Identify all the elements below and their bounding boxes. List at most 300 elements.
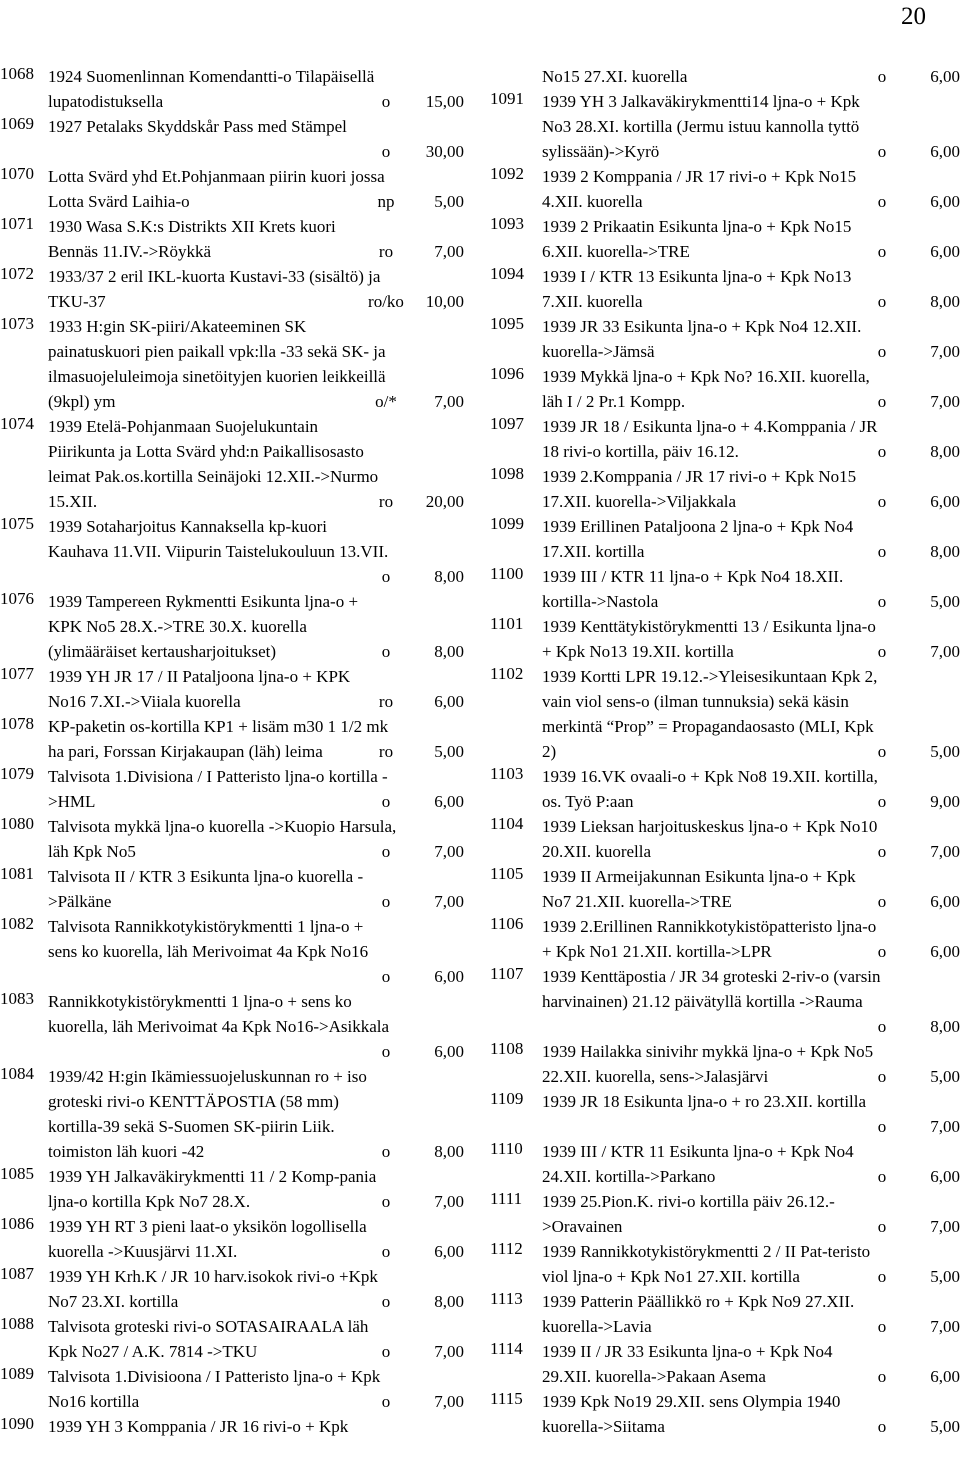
entry-line [48,839,464,864]
entry-line [542,414,960,439]
entry-line-text: kuorella->Lavia [542,1317,652,1336]
entry-line-text: 15.XII. [48,492,98,511]
entry-line-text: 1939 Sotaharjoitus Kannaksella kp-kuori [48,517,328,536]
entry-line [48,1414,464,1439]
catalog-entry [490,464,960,514]
entry-line-text: kuorella->Siitama [542,1417,665,1436]
condition-code: o [381,792,391,811]
entry-line-text: kortilla-39 sekä S-Suomen SK-piirin Liik. [48,1117,335,1136]
entry-line [48,714,464,739]
catalog-entry [490,1139,960,1189]
catalog-entry [490,864,960,914]
condition-code: o [877,1017,887,1036]
catalog-entry [490,614,960,664]
price: 6,00 [930,942,960,961]
price: 6,00 [930,1167,960,1186]
entry-description [48,1314,464,1364]
entry-line [542,514,960,539]
entry-line [48,364,464,389]
entry-number: 1081 [0,864,34,883]
entry-number: 1095 [490,314,524,333]
entry-number: 1087 [0,1264,34,1283]
entry-line-text: 4.XII. kuorella [542,192,643,211]
entry-description [542,764,960,814]
entry-line-text [48,964,358,989]
entry-line [542,489,960,514]
entry-line [542,1039,960,1064]
entry-number: 1094 [490,264,524,283]
entry-line-text: 1939 2 Komppania / JR 17 rivi-o + Kpk No15 [542,167,857,186]
condition-code: o [877,342,887,361]
entry-number: 1079 [0,764,34,783]
entry-description [542,1389,960,1439]
catalog-entry [0,814,464,864]
entry-line [542,664,960,689]
entry-line-text: KPK No5 28.X.->TRE 30.X. kuorella [48,617,307,636]
entry-line-text: 20.XII. kuorella [542,842,652,861]
entry-number: 1068 [0,64,34,83]
entry-line-text: 1939 16.VK ovaali-o + Kpk No8 19.XII. kortilla, [542,767,878,786]
entry-line [542,464,960,489]
entry-line-text: 29.XII. kuorella->Pakaan Asema [542,1367,766,1386]
price: 6,00 [434,967,464,986]
price: 7,00 [930,392,960,411]
entry-line [542,739,960,764]
catalog-entry [0,1214,464,1264]
entry-number: 1100 [490,564,524,583]
condition-code: o [381,967,391,986]
entry-line-text: kuorella ->Kuusjärvi 11.XI. [48,1242,238,1261]
catalog-entry [490,1289,960,1339]
price: 7,00 [930,1217,960,1236]
entry-line [542,164,960,189]
entry-line-text: 7.XII. kuorella [542,292,643,311]
entry-number: 1077 [0,664,34,683]
entry-line [48,1389,464,1414]
entry-line [48,639,464,664]
entry-line-text [48,139,358,164]
entry-line-text: No16 kortilla [48,1392,140,1411]
entry-line-text: 1939 Rannikkotykistörykmentti 2 / II Pat-teristo [542,1242,871,1261]
condition-code: ro [378,242,394,261]
catalog-entry [0,1314,464,1364]
condition-code: ro/ko [368,292,404,311]
entry-description [48,1414,464,1439]
price: 6,00 [930,242,960,261]
entry-description [542,1239,960,1289]
catalog-entry [490,564,960,614]
entry-number: 1091 [490,89,524,108]
catalog-entry [0,1064,464,1164]
entry-line [48,1314,464,1339]
entry-line [48,1089,464,1114]
entry-line [48,239,464,264]
entry-line [48,214,464,239]
condition-code: o [381,1392,391,1411]
entry-line-text: No7 21.XII. kuorella->TRE [542,892,732,911]
catalog-entry [0,864,464,914]
entry-line-text: 1939 2.Komppania / JR 17 rivi-o + Kpk No15 [542,467,857,486]
price: 6,00 [434,1242,464,1261]
entry-description [48,814,464,864]
price: 15,00 [425,92,464,111]
entry-line-text: 22.XII. kuorella, sens->Jalasjärvi [542,1067,769,1086]
entry-line [542,889,960,914]
entry-line-text: Bennäs 11.IV.->Röykkä [48,242,212,261]
entry-number: 1114 [490,1339,523,1358]
entry-line-text: 1939 25.Pion.K. rivi-o kortilla päiv 26.12.- [542,1192,835,1211]
entry-description [542,1039,960,1089]
entry-line [48,139,464,164]
entry-line [542,764,960,789]
condition-code: o [877,192,887,211]
entry-line-text: Piirikunta ja Lotta Svärd yhd:n Paikallisosasto [48,442,364,461]
condition-code: o [381,1242,391,1261]
entry-description [48,764,464,814]
condition-code: np [377,192,395,211]
entry-line-text: Kauhava 11.VII. Viipurin Taistelukouluun 13.VII. [48,542,389,561]
entry-line-text: Lotta Svärd yhd Et.Pohjanmaan piirin kuori jossa [48,167,385,186]
condition-code: o [877,1167,887,1186]
entry-number: 1101 [490,614,524,633]
catalog-entry [0,214,464,264]
entry-number: 1073 [0,314,34,333]
entry-line-text: harvinainen) 21.12 päivätyllä kortilla ->Rauma [542,992,863,1011]
catalog-entry [490,64,960,89]
entry-line [48,464,464,489]
entry-line-text: 1939 YH RT 3 pieni laat-o yksikön logollisella [48,1217,367,1236]
entry-line [48,964,464,989]
price: 6,00 [930,67,960,86]
entry-line-text: No15 27.XI. kuorella [542,67,688,86]
entry-line [542,239,960,264]
entry-description [48,514,464,589]
price: 8,00 [930,542,960,561]
entry-description [48,264,464,314]
entry-number: 1107 [490,964,524,983]
entry-line-text: ilmasuojeluleimoja sinetöityjen kuorien leikkeillä [48,367,386,386]
price: 7,00 [930,1117,960,1136]
entry-line-text: 1939 Kenttäpostia / JR 34 groteski 2-riv-o (varsin [542,967,881,986]
catalog-entry [0,314,464,414]
entry-line-text: 1939 II Armeijakunnan Esikunta ljna-o + Kpk [542,867,856,886]
entry-line-text: Talvisota 1.Divisioona / I Patteristo ljna-o + Kpk [48,1367,381,1386]
catalog-entry [0,989,464,1064]
entry-line-text: 1939 II / JR 33 Esikunta ljna-o + Kpk No4 [542,1342,833,1361]
entry-number: 1072 [0,264,34,283]
catalog-entry [490,164,960,214]
entry-line-text: 1939 JR 18 Esikunta ljna-o + ro 23.XII. kortilla [542,1092,867,1111]
entry-line-text: läh I / 2 Pr.1 Kompp. [542,392,686,411]
price: 7,00 [434,1192,464,1211]
entry-line [48,1339,464,1364]
condition-code: o [381,567,391,586]
entry-line [542,1414,960,1439]
entry-line [542,114,960,139]
entry-description [48,164,464,214]
entry-line-text: 1939 Lieksan harjoituskeskus ljna-o + Kpk No10 [542,817,878,836]
entry-description [48,1264,464,1314]
entry-line-text: 1933 H:gin SK-piiri/Akateeminen SK [48,317,307,336]
entry-line-text: 1939 Kenttätykistörykmentti 13 / Esikunta ljna-o [542,617,876,636]
condition-code: o [877,1367,887,1386]
entry-number: 1112 [490,1239,523,1258]
entry-description [542,614,960,664]
condition-code: o [877,892,887,911]
entry-line-text: 24.XII. kortilla->Parkano [542,1167,716,1186]
page-number: 20 [901,3,926,30]
price: 7,00 [434,392,464,411]
entry-line-text: lupatodistuksella [48,92,164,111]
entry-line [48,889,464,914]
entry-number: 1090 [0,1414,34,1433]
condition-code: o [877,1067,887,1086]
entry-line [542,339,960,364]
entry-line-text: painatuskuori pien paikall vpk:lla -33 sekä SK- ja [48,342,386,361]
entry-line [542,789,960,814]
entry-line-text: >Pälkäne [48,892,112,911]
entry-number: 1086 [0,1214,34,1233]
entry-line [48,864,464,889]
entry-line [542,864,960,889]
entry-line [542,564,960,589]
entry-line-text: 1939 YH 3 Jalkaväkirykmentti14 ljna-o + Kpk [542,92,860,111]
catalog-entry [0,764,464,814]
entry-line [48,1114,464,1139]
price: 5,00 [930,1417,960,1436]
condition-code: o/* [375,392,397,411]
catalog-entry [0,1414,464,1439]
entry-number: 1115 [490,1389,523,1408]
entry-description [542,1089,960,1139]
entry-line-text: 1927 Petalaks Skyddskår Pass med Stämpel [48,117,347,136]
entry-line-text: 1939 III / KTR 11 ljna-o + Kpk No4 18.XII. [542,567,844,586]
price: 8,00 [434,1142,464,1161]
catalog-entry [0,514,464,589]
entry-line [542,189,960,214]
condition-code: o [877,442,887,461]
price: 5,00 [930,1267,960,1286]
entry-line [48,114,464,139]
price: 5,00 [930,742,960,761]
condition-code: ro [378,742,394,761]
catalog-entry [490,964,960,1039]
entry-line-text: viol ljna-o + Kpk No1 27.XII. kortilla [542,1267,800,1286]
entry-number: 1075 [0,514,34,533]
entry-line [542,1239,960,1264]
entry-line-text: Talvisota II / KTR 3 Esikunta ljna-o kuorella - [48,867,364,886]
condition-code: o [877,242,887,261]
entry-number: 1089 [0,1364,34,1383]
price: 8,00 [930,442,960,461]
entry-description [48,989,464,1064]
entry-line [542,1264,960,1289]
price: 5,00 [930,1067,960,1086]
entry-line [48,314,464,339]
entry-line [48,514,464,539]
entry-line [542,1089,960,1114]
entry-number: 1080 [0,814,34,833]
entry-description [542,89,960,164]
catalog-entry [490,514,960,564]
entry-line [542,364,960,389]
entry-line [48,1289,464,1314]
catalog-entry [490,1039,960,1089]
entry-line-text: sylissään)->Kyrö [542,142,660,161]
price: 9,00 [930,792,960,811]
entry-line-text: leimat Pak.os.kortilla Seinäjoki 12.XII.->Nurmo [48,467,379,486]
catalog-entry [0,1364,464,1414]
price: 8,00 [930,292,960,311]
entry-line [48,1214,464,1239]
entry-line-text: 1939 YH JR 17 / II Pataljoona ljna-o + KPK [48,667,351,686]
entry-line-text: toimiston läh kuori -42 [48,1142,205,1161]
price: 6,00 [930,142,960,161]
entry-description [48,114,464,164]
price: 6,00 [434,792,464,811]
entry-line-text: + Kpk No13 19.XII. kortilla [542,642,734,661]
condition-code: o [877,1267,887,1286]
price: 8,00 [434,567,464,586]
catalog-entry [490,214,960,264]
catalog-entry [490,1089,960,1139]
entry-description [542,814,960,864]
entry-line [48,1039,464,1064]
condition-code: o [381,92,391,111]
entry-line-text [542,1114,854,1139]
entry-description [48,64,464,114]
entry-line-text: 1939 Hailakka sinivihr mykkä ljna-o + Kpk No5 [542,1042,874,1061]
catalog-entry [0,264,464,314]
catalog-entry [0,1264,464,1314]
condition-code: o [877,1317,887,1336]
condition-code: o [877,292,887,311]
entry-line-text: 1939 JR 33 Esikunta ljna-o + Kpk No4 12.XII. [542,317,862,336]
entry-line [48,739,464,764]
catalog-entry [490,1389,960,1439]
entry-description [542,414,960,464]
catalog-entry [0,414,464,514]
entry-line [48,64,464,89]
entry-description [542,1289,960,1339]
entry-line-text: Rannikkotykistörykmentti 1 ljna-o + sens ko [48,992,352,1011]
price: 6,00 [930,892,960,911]
entry-line [542,89,960,114]
price: 6,00 [434,692,464,711]
condition-code: o [877,1217,887,1236]
catalog-entry [0,64,464,114]
entry-number: 1103 [490,764,524,783]
condition-code: o [381,1042,391,1061]
entry-line-text: groteski rivi-o KENTTÄPOSTIA (58 mm) [48,1092,339,1111]
entry-number: 1106 [490,914,524,933]
condition-code: o [381,842,391,861]
entry-line [542,689,960,714]
entry-number: 1099 [490,514,524,533]
entry-number: 1082 [0,914,34,933]
entry-description [48,214,464,264]
entry-number: 1110 [490,1139,523,1158]
entry-line-text: 1939 Kortti LPR 19.12.->Yleisesikuntaan Kpk 2, [542,667,878,686]
entry-description [542,1189,960,1239]
entry-line-text: 1939 III / KTR 11 Esikunta ljna-o + Kpk No4 [542,1142,854,1161]
entry-description [48,1364,464,1414]
condition-code: o [381,1142,391,1161]
entry-number: 1088 [0,1314,34,1333]
entry-line-text: 1939 YH Krh.K / JR 10 harv.isokok rivi-o +Kpk [48,1267,378,1286]
condition-code: o [381,1192,391,1211]
entry-line [542,1189,960,1214]
entry-line [48,1064,464,1089]
entry-line [48,189,464,214]
entry-line [48,1014,464,1039]
price: 7,00 [930,842,960,861]
entry-line-text: Talvisota Rannikkotykistörykmentti 1 ljna-o + [48,917,364,936]
entry-line [48,539,464,564]
condition-code: o [877,942,887,961]
entry-number: 1076 [0,589,34,608]
entry-number: 1098 [490,464,524,483]
entry-line-text: 1939 2 Prikaatin Esikunta ljna-o + Kpk No15 [542,217,852,236]
catalog-entry [490,414,960,464]
entry-line [48,939,464,964]
entry-line-text: >HML [48,792,96,811]
entry-line [542,614,960,639]
price: 5,00 [434,192,464,211]
entry-line [48,914,464,939]
entry-line [542,1314,960,1339]
entry-description [48,1214,464,1264]
entry-line-text: 1939/42 H:gin Ikämiessuojeluskunnan ro + iso [48,1067,367,1086]
condition-code: o [381,1342,391,1361]
right-column [490,64,960,1439]
entry-line-text: 1939 JR 18 / Esikunta ljna-o + 4.Komppania / JR [542,417,878,436]
entry-line-text: Talvisota mykkä ljna-o kuorella ->Kuopio Harsula, [48,817,397,836]
price: 10,00 [425,292,464,311]
entry-line [48,689,464,714]
catalog-entry [490,1239,960,1289]
entry-line-text: 1933/37 2 eril IKL-kuorta Kustavi-33 (sisältö) ja [48,267,381,286]
price: 5,00 [930,592,960,611]
catalog-entry [0,114,464,164]
condition-code: o [877,542,887,561]
entry-line-text: 1939 Patterin Päällikkö ro + Kpk No9 27.XII. [542,1292,855,1311]
entry-number: 1108 [490,1039,524,1058]
catalog-entry [490,364,960,414]
entry-number: 1096 [490,364,524,383]
entry-line-text: No3 28.XI. kortilla (Jermu istuu kannolla tyttö [542,117,860,136]
entry-line [48,814,464,839]
entry-number: 1097 [490,414,524,433]
entry-description [542,514,960,564]
entry-line-text: kortilla->Nastola [542,592,659,611]
entry-line [542,1289,960,1314]
entry-line [542,389,960,414]
entry-line [542,914,960,939]
entry-line [48,1239,464,1264]
price: 6,00 [434,1042,464,1061]
entry-line-text: 17.XII. kuorella->Viljakkala [542,492,737,511]
price: 8,00 [434,1292,464,1311]
price: 6,00 [930,192,960,211]
entry-line [542,214,960,239]
entry-line [542,1214,960,1239]
entry-line [542,839,960,864]
price: 5,00 [434,742,464,761]
entry-line-text: Talvisota 1.Divisiona / I Patteristo ljna-o kortilla - [48,767,388,786]
entry-line [48,1264,464,1289]
condition-code: o [877,492,887,511]
